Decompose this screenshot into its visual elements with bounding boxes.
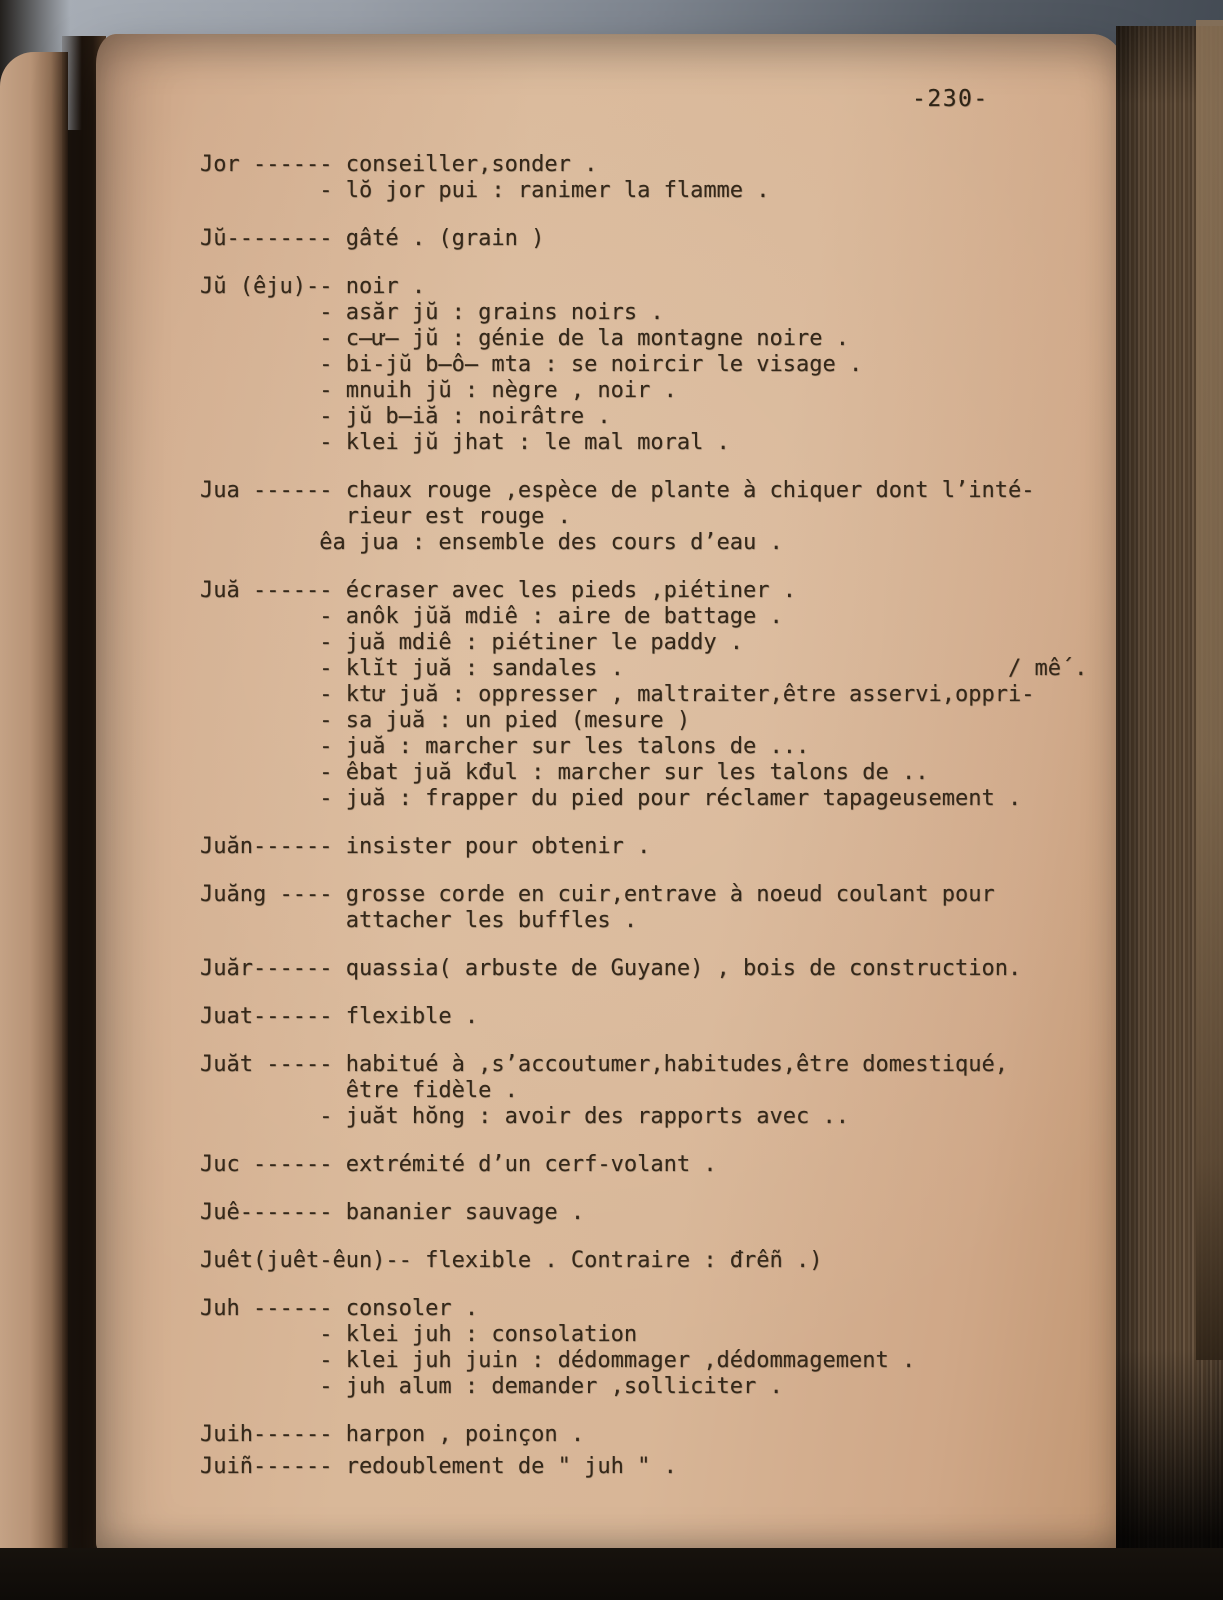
entry-line: êa jua : ensemble des cours d’eau . (200, 530, 783, 555)
dictionary-entry-jue (200, 1200, 1087, 1226)
entry-line: - juh alum : demander ,solliciter . (200, 1374, 783, 1399)
entry-line: - klei juh juin : dédommager ,dédommagement . (200, 1348, 916, 1373)
dictionary-entry-juar (200, 956, 1087, 982)
entry-line: - c̶ư̶ jŭ : génie de la montagne noire . (200, 326, 850, 351)
bottom-shadow (0, 1548, 1223, 1600)
entry-line: Juăn------ insister pour obtenir . (200, 834, 651, 859)
dictionary-entry-juan (200, 834, 1087, 860)
entry-line: Juăr------ quassia( arbuste de Guyane) , bois de construction. (200, 956, 1022, 981)
entry-line: Jŭ-------- gâté . (grain ) (200, 226, 545, 251)
entry-line: être fidèle . (200, 1078, 518, 1103)
entry-line: - anôk jŭă mdiê : aire de battage . (200, 604, 783, 629)
dictionary-entry-jua (200, 478, 1087, 556)
dictionary-entry-ju (200, 226, 1087, 252)
dictionary-entry-juh (200, 1296, 1087, 1400)
entry-line: - asăr jŭ : grains noirs . (200, 300, 664, 325)
entry-line: Juăt ----- habitué à ,s’accoutumer,habitudes,être domestiqué, (200, 1052, 1008, 1077)
entry-line: - juă mdiê : piétiner le paddy . (200, 630, 744, 655)
dictionary-entry-jua-breve (200, 578, 1087, 812)
entry-line: - klei juh : consolation (200, 1322, 638, 1347)
dictionary-entry-juet (200, 1248, 1087, 1274)
entry-line: - ktư juă : oppresser , maltraiter,être asservi,oppri- (200, 682, 1035, 707)
entry-line: Juêt(juêt-êun)-- flexible . Contraire : đrêñ .) (200, 1248, 823, 1273)
entry-line: Juh ------ consoler . (200, 1296, 479, 1321)
entry-line: Juê------- bananier sauvage . (200, 1200, 585, 1225)
entry-line: - êbat juă kđul : marcher sur les talons de .. (200, 760, 929, 785)
entry-line: Juat------ flexible . (200, 1004, 479, 1029)
entry-line: - juă : marcher sur les talons de ... (200, 734, 810, 759)
dictionary-entry-jor (200, 152, 1087, 204)
entry-line: rieur est rouge . (200, 504, 571, 529)
dictionary-entry-juat (200, 1004, 1087, 1030)
entry-line: - mnuih jŭ : nègre , noir . (200, 378, 677, 403)
dictionary-entry-juin (200, 1454, 1087, 1480)
entry-line: - sa juă : un pied (mesure ) (200, 708, 691, 733)
entry-line: attacher les buffles . (200, 908, 638, 933)
entry-line: - klĭt juă : sandales . / mế . (200, 656, 1088, 681)
dictionary-entry-juat-breve (200, 1052, 1087, 1130)
book-page (96, 34, 1126, 1552)
dictionary-entry-juc (200, 1152, 1087, 1178)
entry-line: Jŭ (êju)-- noir . (200, 274, 426, 299)
fore-edge-highlight (1196, 20, 1223, 1360)
dictionary-entry-juang (200, 882, 1087, 934)
dictionary-entries (200, 152, 1087, 1502)
entry-line: Juih------ harpon , poinçon . (200, 1422, 585, 1447)
entry-line: Juc ------ extrémité d’un cerf-volant . (200, 1152, 717, 1177)
entry-line: Jua ------ chaux rouge ,espèce de plante à chiquer dont l’inté- (200, 478, 1035, 503)
entry-line: Juiñ------ redoublement de " juh " . (200, 1454, 677, 1479)
dictionary-entry-ju-eju (200, 274, 1087, 456)
dictionary-entry-juih (200, 1422, 1087, 1448)
entry-line: - klei jŭ jhat : le mal moral . (200, 430, 730, 455)
page-number: -230- (912, 86, 989, 112)
entry-line: Juăng ---- grosse corde en cuir,entrave à noeud coulant pour (200, 882, 995, 907)
entry-line: - juăt hŏng : avoir des rapports avec .. (200, 1104, 850, 1129)
entry-line: - jŭ b̶iă : noirâtre . (200, 404, 611, 429)
entry-line: Juă ------ écraser avec les pieds ,piétiner . (200, 578, 797, 603)
entry-line: - lŏ jor pui : ranimer la flamme . (200, 178, 770, 203)
entry-line: Jor ------ conseiller,sonder . (200, 152, 598, 177)
entry-line: - juă : frapper du pied pour réclamer tapageusement . (200, 786, 1022, 811)
entry-line: - bi-jŭ b̶ô̶ mta : se noircir le visage . (200, 352, 863, 377)
previous-page-edge (0, 52, 68, 1552)
